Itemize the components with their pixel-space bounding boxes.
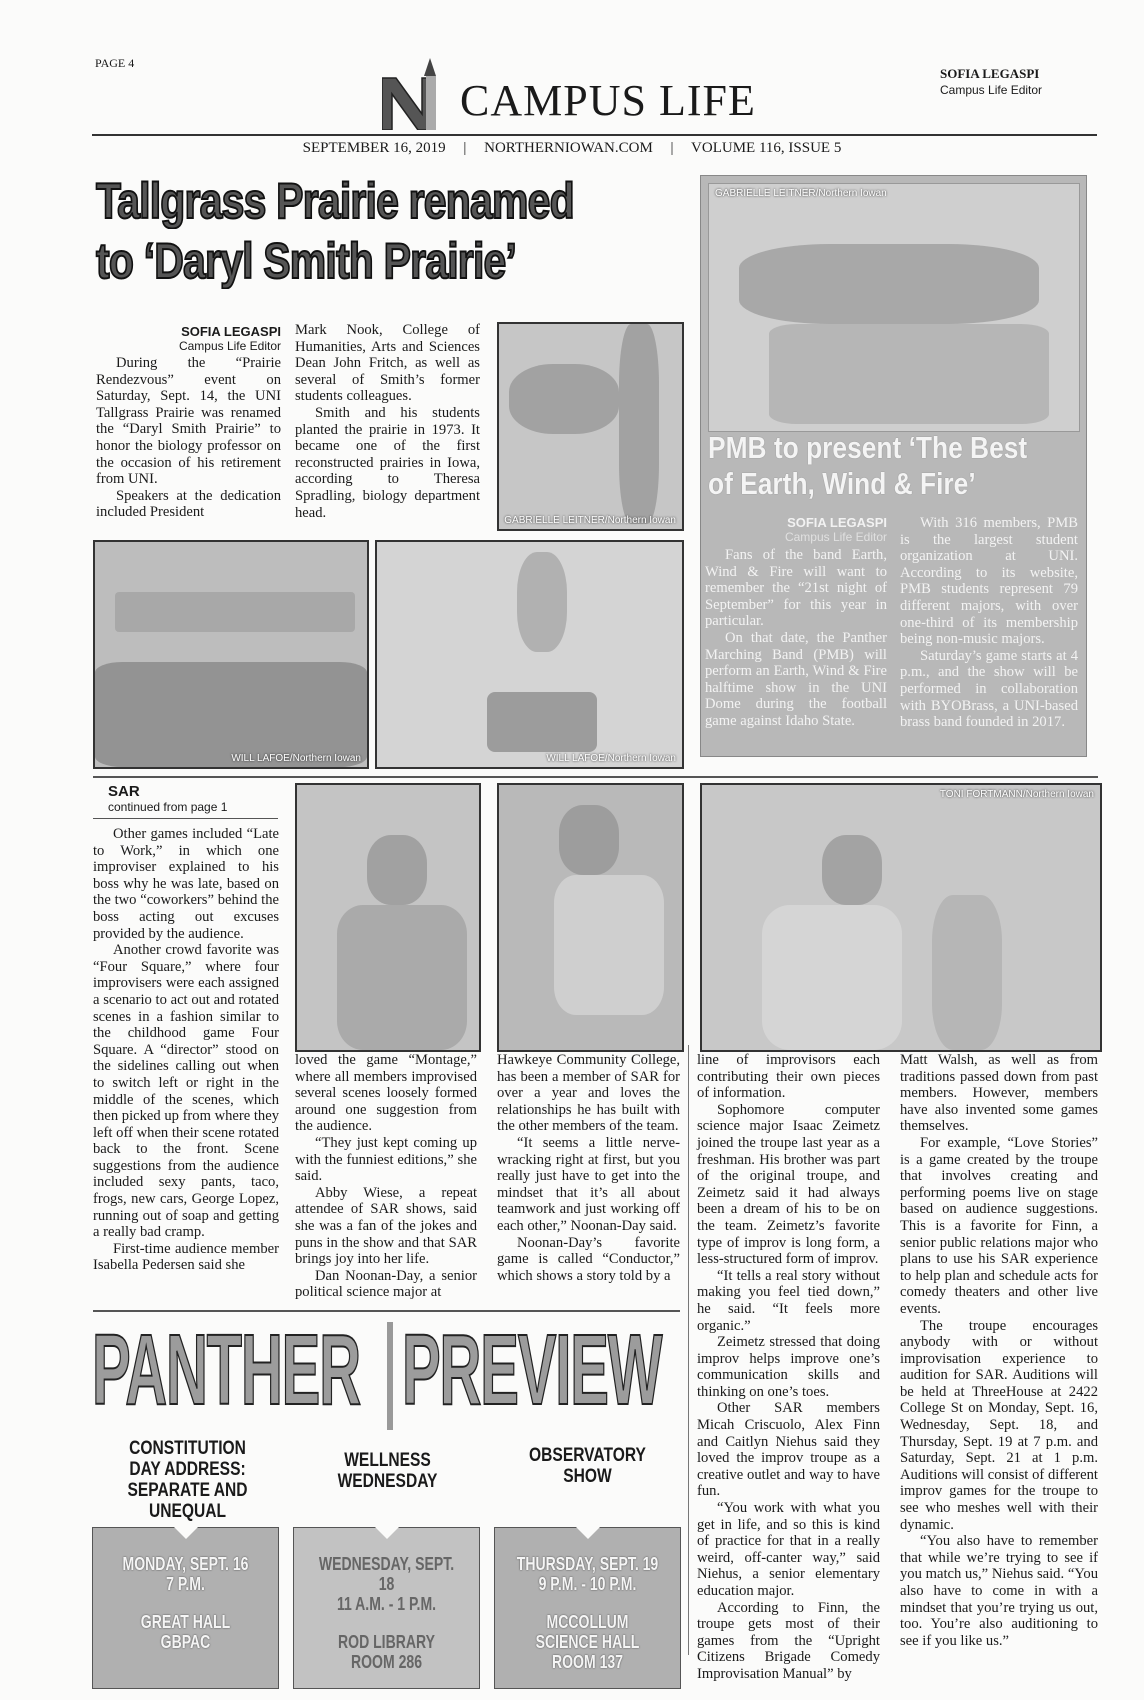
- section-divider: [93, 1310, 680, 1312]
- paragraph: On that date, the Panther Marching Band (PMB) will perform an Earth, Wind & Fire halftime show in the UNI Dome during the football game against Idaho State.: [705, 629, 887, 729]
- event-place: ROD LIBRARY: [338, 1632, 435, 1652]
- marching-band-photo: [708, 183, 1080, 432]
- event-room: ROOM 137: [551, 1652, 624, 1672]
- sar-performer-photo-1: [295, 783, 481, 1052]
- pmb-column-2: [900, 515, 1078, 731]
- pmb-headline-line2: of Earth, Wind & Fire’: [708, 466, 976, 501]
- panther-preview-banner: [92, 1314, 682, 1430]
- paragraph: “It seems a little nerve-wracking right at first, but you really just have to get into the mindset that it’s all about teamwork and just working off each other,” Noonan-Day said.: [497, 1134, 680, 1234]
- event-room: GBPAC: [160, 1632, 211, 1652]
- paragraph: Dan Noonan-Day, a senior political science major at: [295, 1267, 477, 1301]
- notch: [174, 1527, 198, 1539]
- byline-name: SOFIA LEGASPI: [181, 324, 281, 339]
- paragraph: Sophomore computer science major Isaac Zeimetz joined the troupe last year as a freshman. His brother was part of the original troupe, and Zeimetz said it had always been a dream of his to be on the team. Zeimetz’s favorite type of improv is long form, a less-structured form of improv.: [697, 1101, 880, 1268]
- event-date: MONDAY, SEPT. 16: [122, 1554, 249, 1574]
- audience-photo: [93, 540, 369, 769]
- paragraph: “You work with what you get in life, and so this is kind of practice for that in a really weird, off-canter way,” said Niehus, a senior elementary education major.: [697, 1500, 880, 1599]
- photo-credit: GABRIELLE LEITNER/Northern Iowan: [504, 515, 676, 526]
- sar-performer-photo-2: [497, 783, 684, 1052]
- event-card-wellness-wednesday[interactable]: [293, 1527, 480, 1689]
- jump-divider: [93, 818, 278, 819]
- paragraph: loved the game “Montage,” where all members improvised several scenes loosely formed around one suggestion from the audience.: [295, 1052, 477, 1135]
- section-title: CAMPUS LIFE: [460, 76, 756, 125]
- paragraph: For example, “Love Stories” is a game created by the troupe that involves creating and performing poems live on stage based on audience suggestions. This is a favorite for Finn, a senior public relations major who plans to use his SAR experience to help plan and schedule acts for comedy theaters and other live events.: [900, 1134, 1098, 1317]
- section-divider: [93, 776, 1098, 778]
- paragraph: With 316 members, PMB is the largest student organization at UNI. According to its website, PMB students represent 79 different majors, with over one-third of its membership being non-music majors.: [900, 515, 1078, 648]
- paragraph: Smith and his students planted the prairie in 1973. It became one of the first reconstructed prairies in Iowa, according to Theresa Spradling, biology department head.: [295, 404, 480, 521]
- prairie-column-2: [295, 322, 480, 521]
- sar-column-4: [697, 1052, 880, 1683]
- banner-word-panther: PANTHER: [92, 1314, 360, 1426]
- paragraph: Fans of the band Earth, Wind & Fire will want to remember the “21st night of September” for this year in particular.: [705, 547, 887, 630]
- sar-jump-label: SAR: [108, 783, 140, 800]
- paragraph: “They just kept coming up with the funniest editions,” she said.: [295, 1134, 477, 1185]
- paragraph: Zeimetz stressed that doing improv helps improve one’s communication skills and thinking on one’s toes.: [697, 1334, 880, 1400]
- event-room: ROOM 286: [350, 1652, 423, 1672]
- event-time: 7 P.M.: [166, 1574, 205, 1594]
- byline-role: Campus Life Editor: [178, 339, 281, 353]
- byline-name: SOFIA LEGASPI: [787, 515, 887, 530]
- editor-role: Campus Life Editor: [940, 83, 1043, 97]
- paragraph: Mark Nook, College of Humanities, Arts and Sciences Dean John Fritch, as well as several of Smith’s former students colleagues.: [295, 322, 480, 405]
- sar-continued-note: continued from page 1: [108, 800, 228, 814]
- prairie-column-1: [96, 355, 281, 521]
- header-divider: [92, 134, 1097, 136]
- event-place: GREAT HALL: [140, 1612, 231, 1632]
- paragraph: During the “Prairie Rendezvous” event on Saturday, Sept. 14, the UNI Tallgrass Prairie was renamed the “Daryl Smith Prairie” to honor the biology professor on the occasion of his retirement from UNI.: [96, 355, 281, 488]
- page-number: PAGE 4: [95, 56, 135, 70]
- paragraph: Saturday’s game starts at 4 p.m., and the show will be performed in collaboration with BYOBrass, a UNI-based brass band founded in 2017.: [900, 647, 1078, 731]
- column-rule: [688, 1045, 689, 1655]
- issue-date: SEPTEMBER 16, 2019: [302, 140, 446, 156]
- byline-role: Campus Life Editor: [784, 530, 887, 544]
- website-link[interactable]: NORTHERNIOWAN.COM: [484, 140, 653, 156]
- sar-column-3: [497, 1052, 680, 1284]
- prairie-flower-photo: [497, 322, 684, 531]
- event-title: CONSTITUTION DAY ADDRESS: SEPARATE AND UNEQUAL: [127, 1438, 248, 1522]
- pmb-column-1: [705, 547, 887, 730]
- event-place: MCCOLLUM SCIENCE HALL: [535, 1612, 640, 1652]
- photo-credit: WILL LAFOE/Northern Iowan: [231, 753, 361, 764]
- paragraph: Noonan-Day’s favorite game is called “Conductor,” which shows a story told by a: [497, 1234, 680, 1284]
- paragraph: Abby Wiese, a repeat attendee of SAR shows, said she was a fan of the jokes and puns in the show and that SAR brings joy into her life.: [295, 1184, 477, 1268]
- paragraph: “You also have to remember that while we’re trying to see if you match us,” Niehus said. “You also have to come in with a mindset that you’re trying us out, too. You’re also auditioning to see if you like us.”: [900, 1533, 1098, 1649]
- paragraph: Other games included “Late to Work,” in which one improviser explained to his boss why he was late, based on the two “coworkers” behind the boss acting out excuses provided by the audience.: [93, 826, 279, 942]
- event-card-observatory-show[interactable]: [494, 1527, 681, 1689]
- sar-column-2: [295, 1052, 477, 1301]
- paragraph: According to Finn, the troupe gets most of their games from the “Upright Citizens Brigade Comedy Improvisation Manual” by: [697, 1599, 880, 1682]
- paragraph: Hawkeye Community College, has been a member of SAR for over a year and loves the relationships he has built with the other members of the team.: [497, 1052, 680, 1135]
- notch: [375, 1527, 399, 1539]
- sar-column-5: [900, 1052, 1098, 1649]
- paragraph: Matt Walsh, as well as from traditions passed down from past members. However, members have also invented some games themselves.: [900, 1052, 1098, 1135]
- event-date: WEDNESDAY, SEPT. 18: [318, 1554, 455, 1594]
- paragraph: Other SAR members Micah Criscuolo, Alex Finn and Caitlyn Niehus said they loved the improv troupe as a creative outlet and way to have fun.: [697, 1400, 880, 1500]
- prairie-byline: [96, 324, 281, 353]
- separator: |: [670, 140, 674, 156]
- event-card-constitution-day[interactable]: [92, 1527, 279, 1689]
- event-title: WELLNESS WEDNESDAY: [337, 1450, 438, 1492]
- sar-performers-photo-3: [700, 783, 1102, 1052]
- separator: |: [463, 140, 467, 156]
- event-time: 11 A.M. - 1 P.M.: [336, 1594, 437, 1614]
- event-date: THURSDAY, SEPT. 19: [516, 1554, 659, 1574]
- photo-credit: GABRIELLE LEITNER/Northern Iowan: [715, 188, 887, 199]
- prairie-headline-line2: to ‘Daryl Smith Prairie’: [96, 233, 517, 289]
- event-title: OBSERVATORY SHOW: [529, 1445, 646, 1487]
- paragraph: The troupe encourages anybody with or without improvisation experience to audition for SAR. Auditions will be held at ThreeHouse at 2422 College St on Monday, Sept. 16, Wednesday, Sept. 18, and Thursday, Sept. 19 at 7 p.m. and Saturday, Sept. 21 at 1 p.m. Auditions will consist of different improv games for the troupe to see who meshes well with their dynamic.: [900, 1317, 1098, 1533]
- paragraph: “It tells a real story without making you feel tied down,” he said. “It feels more organic.”: [697, 1267, 880, 1334]
- pmb-byline: [705, 515, 887, 544]
- dateline: [0, 140, 1144, 157]
- banner-divider: [387, 1322, 393, 1430]
- paragraph: line of improvisors each contributing their own pieces of information.: [697, 1052, 880, 1102]
- paragraph: First-time audience member Isabella Pedersen said she: [93, 1240, 279, 1274]
- sar-column-1: [93, 826, 279, 1274]
- pmb-headline-line1: PMB to present ‘The Best: [708, 430, 1028, 465]
- display-table-photo: [375, 540, 684, 769]
- paragraph: Another crowd favorite was “Four Square,” where four improvisers were each assigned a scenario to act out and rotated scenes in a fashion similar to the childhood game Four Square. A “director” stood on the sidelines calling out when to switch left or right in the middle of the scenes, which then picked up from where they left off when their scene rotated back to the front. Scene suggestions from the audience included sexy pants, taco, frogs, new cars, George Lopez, running out of soap and getting a really bad cramp.: [93, 942, 280, 1241]
- prairie-headline-line1: Tallgrass Prairie renamed: [96, 173, 574, 229]
- photo-credit: TONI FORTMANN/Northern Iowan: [939, 789, 1094, 800]
- northern-iowan-logo-icon: [382, 58, 452, 130]
- paragraph: Speakers at the dedication included President: [96, 487, 281, 521]
- volume-issue: VOLUME 116, ISSUE 5: [691, 140, 842, 156]
- banner-word-preview: PREVIEW: [402, 1314, 662, 1426]
- editor-name: SOFIA LEGASPI: [940, 66, 1040, 81]
- photo-credit: WILL LAFOE/Northern Iowan: [546, 753, 676, 764]
- event-time: 9 P.M. - 10 P.M.: [538, 1574, 637, 1594]
- notch: [576, 1527, 600, 1539]
